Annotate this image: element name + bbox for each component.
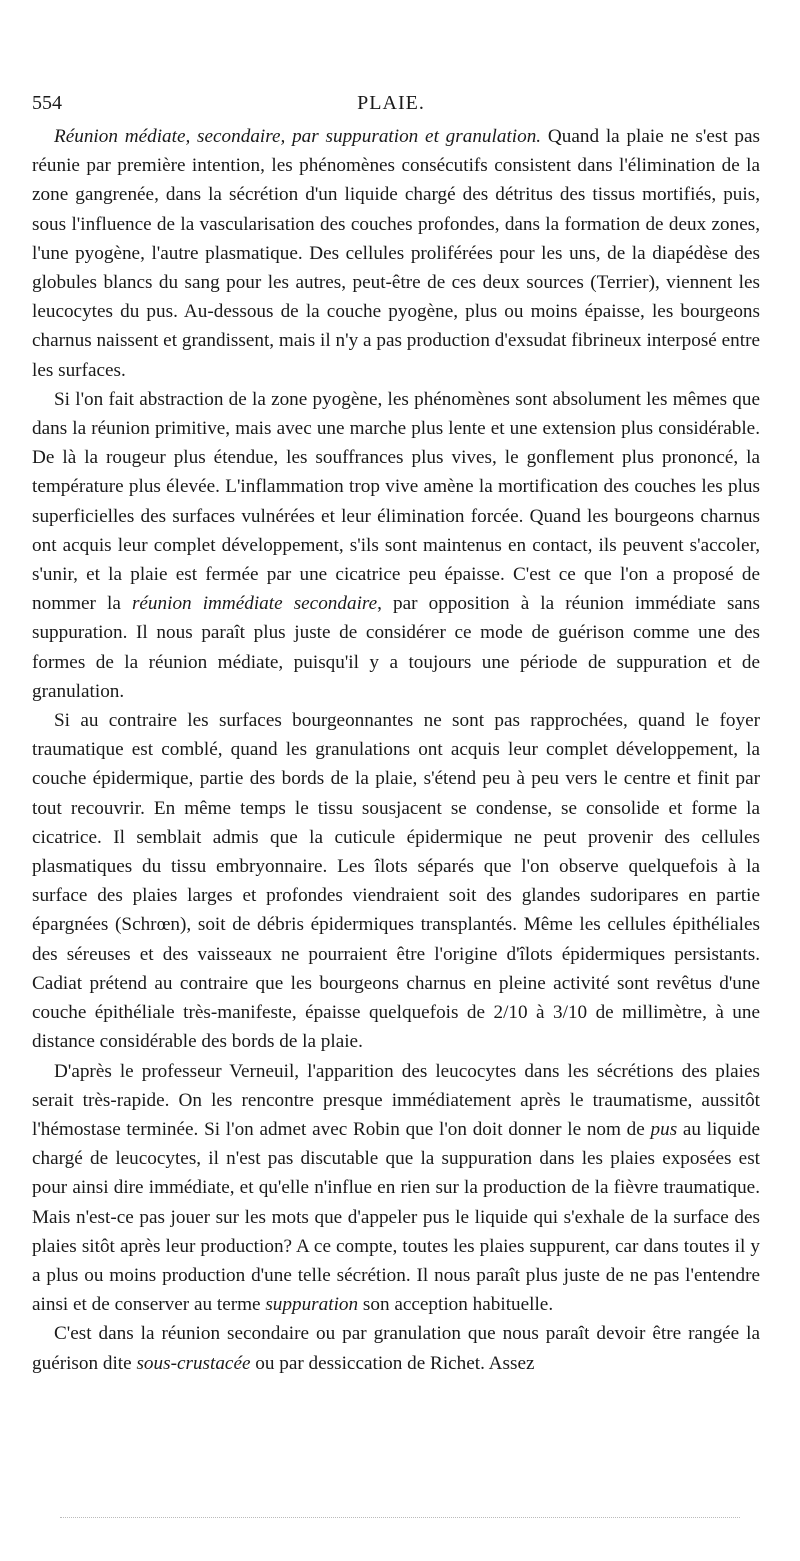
paragraph-text: C'est dans la réunion secondaire ou par granulation que nous paraît devoir être rangée la guérison dite (32, 1323, 760, 1374)
paragraph-verneuil (32, 1057, 760, 1320)
emphasis-term: pus (650, 1118, 678, 1140)
section-lead-title: Réunion médiate, secondaire, par suppuration et granulation. (54, 126, 542, 147)
page-body (32, 122, 760, 1378)
paragraph-text: ou par dessiccation de Richet. Assez (250, 1352, 535, 1374)
footer-divider (60, 1517, 740, 1518)
paragraph-text: son acception habituelle. (358, 1294, 554, 1316)
paragraph-reunion-mediate (32, 122, 760, 385)
paragraph-reunion-secondaire (32, 1319, 760, 1377)
paragraph-zone-pyogene (32, 385, 760, 706)
emphasis-term: sous-crustacée (136, 1352, 251, 1374)
paragraph-text: Quand la plaie ne s'est pas réunie par première intention, les phénomènes consécutifs consistent dans l'élimination de la zone gangrenée, dans la sécrétion d'un liquide chargé des détritus des tissus mortifiés, puis, sous l'influence de la vascularisation des couches profondes, dans la formation de deux zones, l'une pyogène, l'autre plasmatique. Des cellules proliférées pour les uns, de la diapédèse des globules blancs du sang pour les autres, peut-être de ces deux sources (Terrier), viennent les leucocytes du pus. Au-dessous de la couche pyogène, plus ou moins épaisse, les bourgeons charnus naissent et grandissent, mais il n'y a pas production d'exsudat fibrineux interposé entre les surfaces. (32, 126, 761, 381)
paragraph-surfaces-bourgeonnantes (32, 706, 760, 1056)
paragraph-text: Si au contraire les surfaces bourgeonnantes ne sont pas rapprochées, quand le foyer traumatique est comblé, quand les granulations ont acquis leur complet développement, la couche épidermique, partie des bords de la plaie, s'étend peu à peu vers le centre et finit par tout recouvrir. En même temps le tissu sousjacent se condense, se consolide et forme la cicatrice. Il semblait admis que la cuticule épidermique ne peut provenir des cellules plasmatiques du tissu embryonnaire. Les îlots séparés que l'on observe quelquefois à la surface des plaies larges et profondes viendraient soit des glandes sudoripares en partie épargnées (Schrœn), soit de débris épidermiques transplantés. Même les cellules épithéliales des séreuses et des vaisseaux ne pourraient être l'origine d'îlots épidermiques persistants. Cadiat prétend au contraire que les bourgeons charnus en pleine activité sont revêtus d'une couche épithéliale très-manifeste, épaisse quelquefois de 2/10 à 3/10 de millimètre, à une distance considérable des bords de la plaie. (32, 710, 760, 1053)
page-number: 554 (32, 92, 62, 114)
paragraph-text: Si l'on fait abstraction de la zone pyogène, les phénomènes sont absolument les mêmes que dans la réunion primitive, mais avec une marche plus lente et une extension plus considérable. De là la rougeur plus étendue, les souffrances plus vives, le gonflement plus prononcé, la température plus élevée. L'inflammation trop vive amène la mortification des couches les plus superficielles des surfaces vulnérées et leur élimination forcée. Quand les bourgeons charnus ont acquis leur complet développement, s'ils sont maintenus en contact, ils peuvent s'accoler, s'unir, et la plaie est fermée par une cicatrice peu épaisse. C'est ce que l'on a proposé de nommer la (32, 388, 760, 615)
page-header (32, 92, 750, 120)
paragraph-text: D'après le professeur Verneuil, l'apparition des leucocytes dans les sécrétions des plaies serait très-rapide. On les rencontre presque immédiatement après le traumatisme, aussitôt l'hémostase terminée. Si l'on admet avec Robin que l'on doit donner le nom de (32, 1060, 760, 1140)
emphasis-term: réunion immédiate secondaire (131, 593, 378, 615)
paragraph-text: , par opposition à la réunion immédiate sans suppuration. Il nous paraît plus juste de considérer ce mode de guérison comme une des formes de la réunion médiate, puisqu'il y a toujours une période de suppuration et de granulation. (32, 593, 760, 702)
running-head: PLAIE. (357, 92, 425, 114)
emphasis-term: suppuration (265, 1294, 359, 1316)
paragraph-text: au liquide chargé de leucocytes, il n'est pas discutable que la suppuration dans les plaies exposées est pour ainsi dire immédiate, et qu'elle n'influe en rien sur la production de la fièvre traumatique. Mais n'est-ce pas jouer sur les mots que d'appeler pus le liquide qui s'exhale de la surface des plaies sitôt après leur production? A ce compte, toutes les plaies suppurent, car dans toutes il y a plus ou moins production d'une telle sécrétion. Il nous paraît plus juste de ne pas l'entendre ainsi et de conserver au terme (32, 1118, 760, 1316)
